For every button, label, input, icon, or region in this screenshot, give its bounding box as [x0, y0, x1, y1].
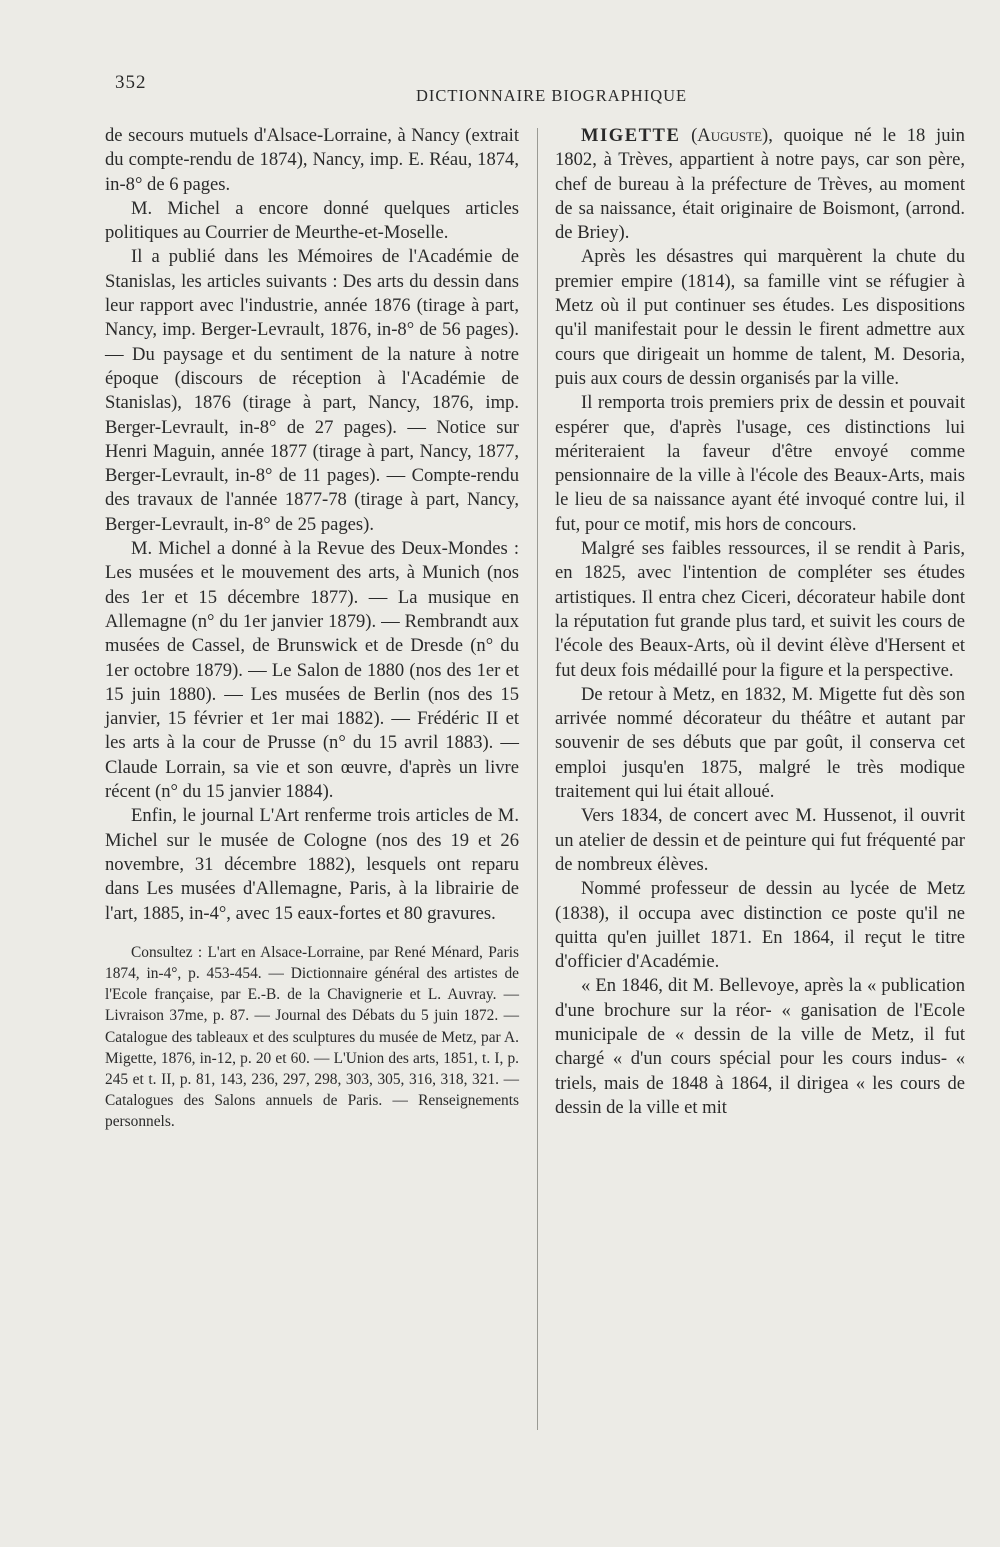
paragraph: M. Michel a donné à la Revue des Deux-Mondes : Les musées et le mouvement des arts, à Munich (nos des 1er et 15 décembre 1877). — La musique en Allemagne (n° du 1er janvier 1879). — Rembrandt aux musées de Cassel, de Brunswick et de Dresde (n° du 1er octobre 1879). — Le Salon de 1880 (nos des 1er et 15 juin 1880). — Les musées de Berlin (nos des 15 janvier, 15 février et 1er mai 1882). — Frédéric II et les arts à la cour de Prusse (n° du 15 avril 1883). — Claude Lorrain, sa vie et son œuvre, d'après un livre récent (n° du 15 janvier 1884).: [105, 538, 519, 803]
sources-note: [105, 942, 519, 1133]
paragraph: Il a publié dans les Mémoires de l'Académie de Stanislas, les articles suivants : Des arts du dessin dans leur rapport avec l'industrie, année 1876 (tirage à part, Nancy, imp. Berger-Levrault, 1876, in-8° de 56 pages). — Du paysage et du sentiment de la nature à notre époque (discours de réception à l'Académie de Stanislas), 1876 (tirage à part, Nancy, 1876, imp. Berger-Levrault, in-8° de 27 pages). — Notice sur Henri Maguin, année 1877 (tirage à part, Nancy, 1877, Berger-Levrault, in-8° de 11 pages). — Compte-rendu des travaux de l'année 1877-78 (tirage à part, Nancy, Berger-Levrault, in-8° de 25 pages).: [105, 246, 519, 535]
left-column: [105, 124, 519, 1133]
paragraph: de secours mutuels d'Alsace-Lorraine, à Nancy (extrait du compte-rendu de 1874), Nancy, imp. E. Réau, 1874, in-8° de 6 pages.: [105, 125, 519, 195]
paragraph: Vers 1834, de concert avec M. Hussenot, il ouvrit un atelier de dessin et de peinture qui fut fréquenté par de nombreux élèves.: [555, 805, 965, 875]
paragraph: Malgré ses faibles ressources, il se rendit à Paris, en 1825, avec l'intention de compléter ses études artistiques. Il entra chez Ciceri, décorateur habile dont la réputation fut grande plus tard, et suivit les cours de l'école des Beaux-Arts, où il devint élève d'Hersent et fut deux fois médaillé pour la figure et la perspective.: [555, 538, 965, 681]
entry-opening-text: quoique né le 18 juin 1802, à Trèves, appartient à notre pays, car son père, chef de bureau à la préfecture de Trèves, au moment de sa naissance, était originaire de Boismont, (arrond. de Briey).: [555, 125, 965, 244]
paragraph: Il remporta trois premiers prix de dessin et pouvait espérer que, d'après l'usage, ces distinctions lui mériteraient la faveur d'être envoyé comme pensionnaire de la ville à l'école des Beaux-Arts, mais le lieu de sa naissance ayant été invoqué contre lui, il fut, pour ce motif, mis hors de concours.: [555, 392, 965, 535]
sources-text: Consultez : L'art en Alsace-Lorraine, par René Ménard, Paris 1874, in-4°, p. 453-454. — Dictionnaire général des artistes de l'Ecole française, par E.-B. de la Chavignerie et L. Auvray. — Livraison 37me, p. 87. — Journal des Débats du 5 juin 1872. — Catalogue des tableaux et des sculptures du musée de Metz, par A. Migette, 1876, in-12, p. 20 et 60. — L'Union des arts, 1851, t. I, p. 245 et t. II, p. 81, 143, 236, 297, 298, 303, 305, 316, 318, 321. — Catalogues des Salons annuels de Paris. — Renseignements personnels.: [105, 943, 519, 1131]
running-head: DICTIONNAIRE BIOGRAPHIQUE: [416, 86, 688, 105]
column-divider: [537, 128, 538, 1430]
paragraph: Enfin, le journal L'Art renferme trois articles de M. Michel sur le musée de Cologne (nos des 19 et 26 novembre, 31 décembre 1882), lesquels ont reparu dans Les musées d'Allemagne, Paris, à la librairie de l'art, 1885, in-4°, avec 15 eaux-fortes et 80 gravures.: [105, 805, 519, 924]
entry-opening: [555, 124, 965, 245]
paragraph: De retour à Metz, en 1832, M. Migette fut dès son arrivée nommé décorateur du théâtre et autant par souvenir de ses débuts que par goût, il conserva cet emploi jusqu'en 1875, malgré le très modique traitement qui lui était alloué.: [555, 683, 965, 803]
paragraph: M. Michel a encore donné quelques articles politiques au Courrier de Meurthe-et-Moselle.: [105, 197, 519, 244]
entry-headword: MIGETTE: [581, 125, 681, 146]
right-column: [555, 124, 965, 1120]
page-number: 352: [115, 72, 147, 93]
quotation: « En 1846, dit M. Bellevoye, après la « publication d'une brochure sur la réor- « ganisation de l'Ecole municipale de « dessin de la ville de Metz, il fut chargé « d'un cours spécial pour les cours indus- « triels, mais de 1848 à 1864, il dirigea « les cours de dessin de la ville et mit: [555, 975, 965, 1118]
entry-given-name: (Auguste),: [691, 125, 773, 146]
paragraph: Après les désastres qui marquèrent la chute du premier empire (1814), sa famille vint se réfugier à Metz où il put continuer ses études. Les dispositions qu'il manifestait pour le dessin le firent admettre aux cours que dirigeait un homme de talent, M. Desoria, puis aux cours de dessin organisés par la ville.: [555, 246, 965, 389]
paragraph: Nommé professeur de dessin au lycée de Metz (1838), il occupa avec distinction ce poste qu'il ne quitta qu'en juillet 1871. En 1864, il reçut le titre d'officier d'Académie.: [555, 878, 965, 973]
